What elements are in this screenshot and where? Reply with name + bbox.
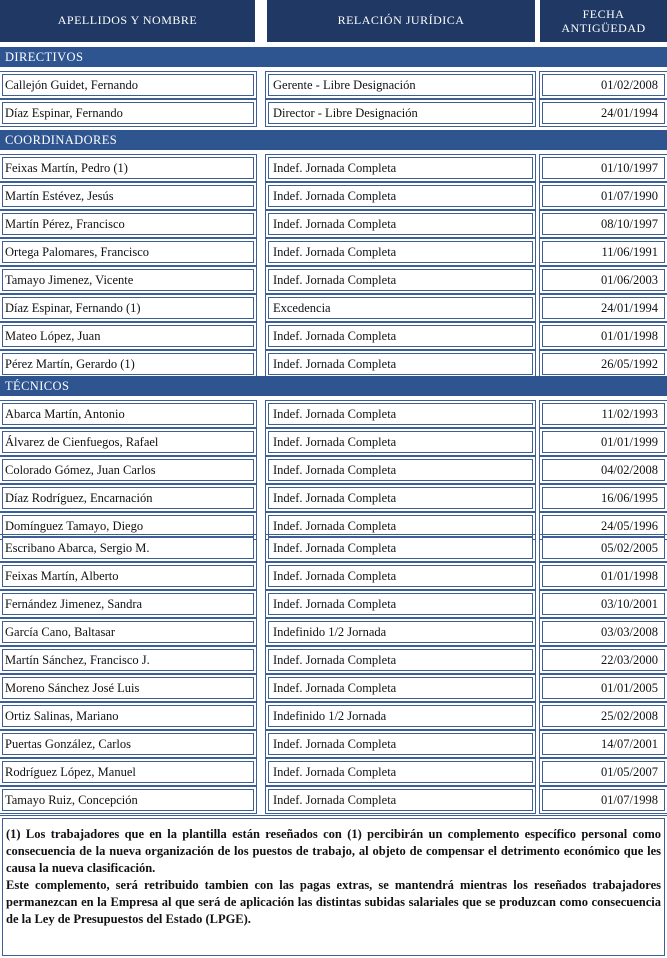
seniority-date-cell: 01/07/1998	[542, 789, 665, 811]
seniority-date-cell: 24/01/1994	[542, 102, 665, 124]
seniority-date-cell: 01/07/1990	[542, 185, 665, 207]
seniority-date-cell: 11/02/1993	[542, 403, 665, 425]
footnote-paragraph-1: (1) Los trabajadores que en la plantilla están reseñados con (1) percibirán un complemento específico personal como consecuencia de la nueva organización de los puestos de trabajo, al objeto de compensar el detrimento económico que les causa la nueva clasificación.	[6, 827, 661, 875]
employee-name-cell: Mateo López, Juan	[2, 325, 254, 347]
relation-cell: Indef. Jornada Completa	[268, 649, 533, 671]
employee-name-cell: Colorado Gómez, Juan Carlos	[2, 459, 254, 481]
seniority-date-cell: 03/10/2001	[542, 593, 665, 615]
relation-cell: Indef. Jornada Completa	[268, 185, 533, 207]
column-header-date-line2: ANTIGÜEDAD	[561, 21, 646, 35]
relation-cell: Indef. Jornada Completa	[268, 213, 533, 235]
employee-name-cell: García Cano, Baltasar	[2, 621, 254, 643]
section-header: DIRECTIVOS	[0, 47, 667, 67]
relation-cell: Indef. Jornada Completa	[268, 733, 533, 755]
section-header: TÉCNICOS	[0, 376, 667, 396]
employee-name-cell: Martín Pérez, Francisco	[2, 213, 254, 235]
employee-name-cell: Abarca Martín, Antonio	[2, 403, 254, 425]
employee-name-cell: Feixas Martín, Alberto	[2, 565, 254, 587]
employee-name-cell: Domínguez Tamayo, Diego	[2, 515, 254, 537]
relation-cell: Indef. Jornada Completa	[268, 593, 533, 615]
relation-cell: Indefinido 1/2 Jornada	[268, 705, 533, 727]
relation-cell: Indef. Jornada Completa	[268, 269, 533, 291]
seniority-date-cell: 24/05/1996	[542, 515, 665, 537]
seniority-date-cell: 01/01/1999	[542, 431, 665, 453]
relation-cell: Gerente - Libre Designación	[268, 74, 533, 96]
seniority-date-cell: 11/06/1991	[542, 241, 665, 263]
relation-cell: Indef. Jornada Completa	[268, 431, 533, 453]
employee-name-cell: Álvarez de Cienfuegos, Rafael	[2, 431, 254, 453]
relation-cell: Indef. Jornada Completa	[268, 325, 533, 347]
seniority-date-cell: 01/02/2008	[542, 74, 665, 96]
relation-cell: Indef. Jornada Completa	[268, 565, 533, 587]
employee-name-cell: Feixas Martín, Pedro (1)	[2, 157, 254, 179]
seniority-date-cell: 05/02/2005	[542, 537, 665, 559]
footnote-box	[2, 818, 665, 956]
relation-cell: Indef. Jornada Completa	[268, 677, 533, 699]
employee-name-cell: Díaz Espinar, Fernando	[2, 102, 254, 124]
relation-cell: Indef. Jornada Completa	[268, 515, 533, 537]
employee-name-cell: Fernández Jimenez, Sandra	[2, 593, 254, 615]
relation-cell: Indef. Jornada Completa	[268, 761, 533, 783]
seniority-date-cell: 26/05/1992	[542, 353, 665, 375]
seniority-date-cell: 04/02/2008	[542, 459, 665, 481]
column-header-relation-label: RELACIÓN JURÍDICA	[337, 13, 465, 28]
seniority-date-cell: 25/02/2008	[542, 705, 665, 727]
employee-name-cell: Rodríguez López, Manuel	[2, 761, 254, 783]
employee-name-cell: Martín Sánchez, Francisco J.	[2, 649, 254, 671]
seniority-date-cell: 01/10/1997	[542, 157, 665, 179]
employee-name-cell: Martín Estévez, Jesús	[2, 185, 254, 207]
relation-cell: Indef. Jornada Completa	[268, 487, 533, 509]
employee-name-cell: Moreno Sánchez José Luis	[2, 677, 254, 699]
employee-name-cell: Tamayo Jimenez, Vicente	[2, 269, 254, 291]
seniority-date-cell: 01/01/2005	[542, 677, 665, 699]
seniority-date-cell: 24/01/1994	[542, 297, 665, 319]
relation-cell: Indef. Jornada Completa	[268, 353, 533, 375]
column-header-name-label: APELLIDOS Y NOMBRE	[57, 13, 198, 28]
relation-cell: Indefinido 1/2 Jornada	[268, 621, 533, 643]
section-header: COORDINADORES	[0, 130, 667, 150]
relation-cell: Excedencia	[268, 297, 533, 319]
seniority-date-cell: 01/05/2007	[542, 761, 665, 783]
seniority-date-cell: 01/01/1998	[542, 565, 665, 587]
relation-cell: Indef. Jornada Completa	[268, 241, 533, 263]
relation-cell: Indef. Jornada Completa	[268, 789, 533, 811]
column-header-relation	[267, 0, 535, 42]
seniority-date-cell: 22/03/2000	[542, 649, 665, 671]
relation-cell: Indef. Jornada Completa	[268, 403, 533, 425]
column-header-name	[0, 0, 255, 42]
relation-cell: Indef. Jornada Completa	[268, 459, 533, 481]
employee-name-cell: Callejón Guidet, Fernando	[2, 74, 254, 96]
employee-name-cell: Díaz Espinar, Fernando (1)	[2, 297, 254, 319]
column-header-date-line1: FECHA	[582, 7, 625, 22]
relation-cell: Indef. Jornada Completa	[268, 157, 533, 179]
employee-name-cell: Ortiz Salinas, Mariano	[2, 705, 254, 727]
employee-name-cell: Tamayo Ruiz, Concepción	[2, 789, 254, 811]
employee-name-cell: Escribano Abarca, Sergio M.	[2, 537, 254, 559]
employee-name-cell: Ortega Palomares, Francisco	[2, 241, 254, 263]
employee-name-cell: Díaz Rodríguez, Encarnación	[2, 487, 254, 509]
column-header-date	[540, 0, 667, 42]
relation-cell: Indef. Jornada Completa	[268, 537, 533, 559]
seniority-date-cell: 01/06/2003	[542, 269, 665, 291]
seniority-date-cell: 01/01/1998	[542, 325, 665, 347]
seniority-date-cell: 08/10/1997	[542, 213, 665, 235]
footnote-paragraph-2: Este complemento, será retribuido tambien con las pagas extras, se mantendrá mientras los reseñados trabajadores permanezcan en la Empresa al que será de aplicación las distintas subidas salariales que se produzcan como consecuencia de la Ley de Presupuestos del Estado (LPGE).	[6, 878, 661, 926]
seniority-date-cell: 03/03/2008	[542, 621, 665, 643]
employee-name-cell: Pérez Martín, Gerardo (1)	[2, 353, 254, 375]
employee-name-cell: Puertas González, Carlos	[2, 733, 254, 755]
relation-cell: Director - Libre Designación	[268, 102, 533, 124]
seniority-date-cell: 16/06/1995	[542, 487, 665, 509]
seniority-date-cell: 14/07/2001	[542, 733, 665, 755]
